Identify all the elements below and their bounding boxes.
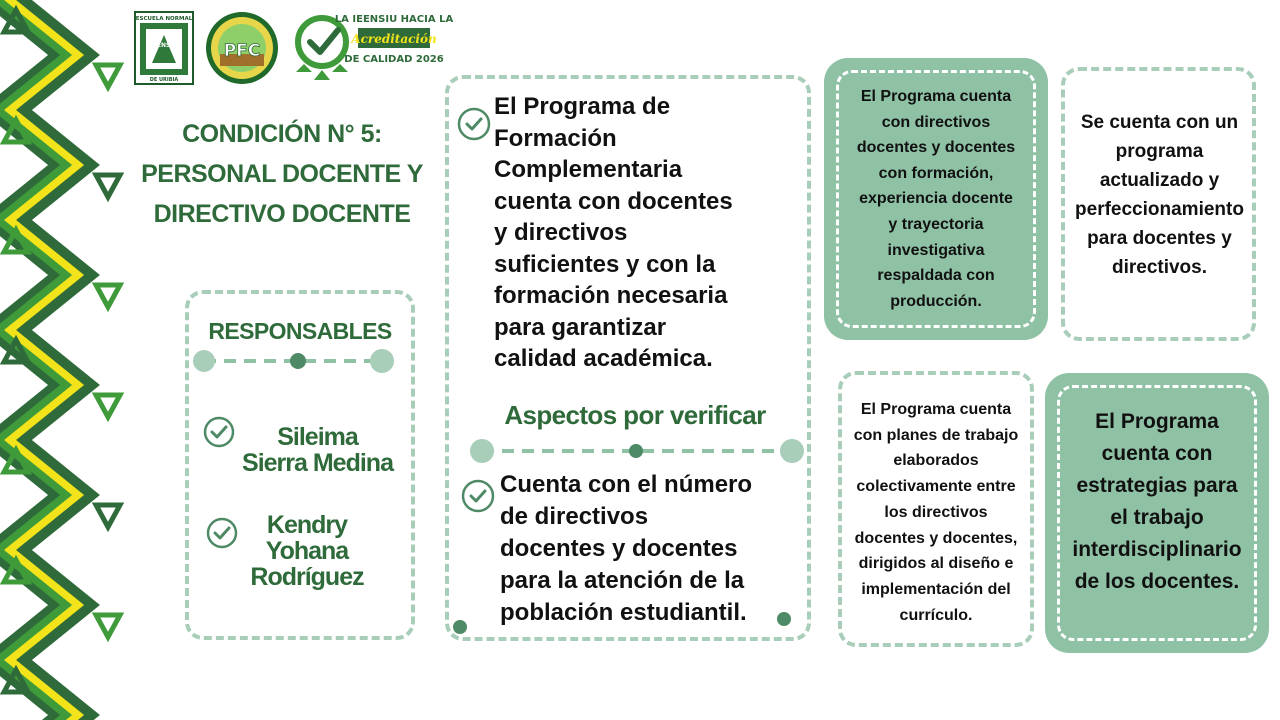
- card-1-line-1: El Programa cuenta: [860, 88, 1012, 105]
- card-3-line-1: El Programa cuenta: [860, 401, 1012, 418]
- zigzag-triangle: [96, 65, 120, 87]
- person-kendry: [222, 512, 392, 590]
- person-1-line-1: Sileima: [277, 423, 358, 451]
- card-3-line-2: con planes de trabajo: [853, 426, 1019, 444]
- intro-line-6: suficientes y con la: [494, 250, 716, 278]
- intro-line-7: formación necesaria: [494, 282, 728, 309]
- person-sileima: [215, 424, 420, 476]
- card-2-line-6: directivos.: [1111, 257, 1208, 278]
- check-circle-icon: [457, 107, 491, 141]
- bullet-dot: [452, 619, 468, 635]
- zigzag-decoration: [0, 0, 125, 720]
- card-1-text: [835, 84, 1037, 314]
- aspect-line-3: docentes y docentes: [500, 535, 738, 562]
- aspect-line-4: para la atención de la: [500, 567, 745, 594]
- card-2-line-5: para docentes y: [1087, 228, 1232, 249]
- aspects-connector: [466, 436, 806, 466]
- card-1-line-5: experiencia docente: [859, 190, 1013, 208]
- aspect-text: [500, 469, 800, 629]
- person-2-line-3: Rodríguez: [250, 563, 364, 591]
- check-circle-icon: [461, 479, 495, 513]
- escuela-logo-bottom: DE URIBIA: [149, 77, 179, 83]
- card-1-line-9: producción.: [890, 292, 982, 310]
- card-2-text: [1062, 108, 1257, 282]
- card-1-line-2: con directivos: [881, 113, 991, 131]
- acreditacion-line2: Acreditación: [351, 32, 437, 46]
- title-line-2: PERSONAL DOCENTE Y: [141, 160, 423, 188]
- card-2-line-4: perfeccionamiento: [1075, 199, 1244, 220]
- card-4-line-2: cuenta con: [1101, 442, 1213, 465]
- card-1-line-6: y trayectoria: [888, 215, 984, 233]
- zigzag-triangle: [96, 395, 120, 417]
- aspect-line-5: población estudiantil.: [500, 599, 747, 626]
- card-1-line-7: investigativa: [887, 241, 985, 259]
- pfc-logo-text: PFC: [223, 41, 261, 61]
- intro-line-3: Complementaria: [494, 156, 683, 183]
- zigzag-triangle: [96, 175, 120, 197]
- acreditacion-line3: DE CALIDAD 2026: [344, 54, 444, 65]
- person-2-line-1: Kendry: [266, 511, 348, 539]
- card-3-line-6: docentes y docentes,: [854, 529, 1018, 547]
- card-2-line-3: actualizado y: [1099, 170, 1220, 191]
- card-1-line-8: respaldada con: [877, 267, 995, 285]
- bullet-dot: [776, 611, 792, 627]
- card-2-line-1: Se cuenta con un: [1080, 112, 1239, 133]
- aspect-line-2: de directivos: [500, 503, 649, 530]
- card-3-line-3: elaborados: [893, 452, 979, 470]
- acreditacion-line1: LA IEENSIU HACIA LA: [334, 14, 454, 25]
- card-4-line-3: estrategias para: [1076, 474, 1238, 497]
- card-4-line-1: El Programa: [1095, 410, 1219, 433]
- acreditacion-logo: [290, 10, 454, 86]
- card-4-line-5: interdisciplinario: [1072, 538, 1242, 561]
- intro-line-5: y directivos: [494, 219, 628, 246]
- card-3-line-5: los directivos: [884, 503, 988, 521]
- zigzag-triangle: [96, 615, 120, 637]
- escuela-logo-center: IEENSIU: [150, 42, 178, 49]
- card-4-text: [1052, 406, 1262, 598]
- title-line-3: DIRECTIVO DOCENTE: [153, 200, 411, 228]
- aspects-heading: Aspectos por verificar: [504, 400, 766, 430]
- zigzag-triangle: [96, 285, 120, 307]
- intro-line-8: para garantizar: [494, 313, 667, 341]
- intro-line-1: El Programa de: [494, 93, 671, 120]
- intro-line-4: cuenta con docentes: [494, 187, 733, 215]
- intro-line-2: Formación: [494, 124, 617, 152]
- responsables-heading: RESPONSABLES: [208, 318, 392, 344]
- card-3-line-4: colectivamente entre: [856, 478, 1016, 496]
- aspect-line-1: Cuenta con el número: [500, 471, 753, 498]
- zigzag-triangle: [96, 505, 120, 527]
- escuela-normal-logo: [134, 11, 194, 85]
- condition-title: [132, 114, 432, 234]
- card-2-line-2: programa: [1115, 141, 1204, 162]
- program-description: [494, 91, 794, 375]
- card-1-line-3: docentes y docentes: [856, 139, 1016, 157]
- title-line-1: CONDICIÓN N° 5:: [182, 120, 382, 148]
- card-4-line-6: de los docentes.: [1074, 570, 1240, 593]
- person-1-line-2: Sierra Medina: [242, 449, 393, 477]
- card-3-line-9: currículo.: [899, 606, 973, 624]
- card-3-line-7: dirigidos al diseño e: [858, 555, 1014, 573]
- person-2-line-2: Yohana: [265, 537, 349, 565]
- intro-line-9: calidad académica.: [494, 345, 713, 372]
- pfc-logo: [204, 10, 280, 86]
- responsables-connector: [190, 346, 400, 376]
- card-3-line-8: implementación del: [861, 580, 1011, 598]
- card-3-text: [836, 397, 1036, 628]
- card-4-line-4: el trabajo: [1110, 506, 1204, 529]
- card-1-line-4: con formación,: [878, 164, 994, 182]
- escuela-logo-top: ESCUELA NORMAL: [135, 16, 193, 22]
